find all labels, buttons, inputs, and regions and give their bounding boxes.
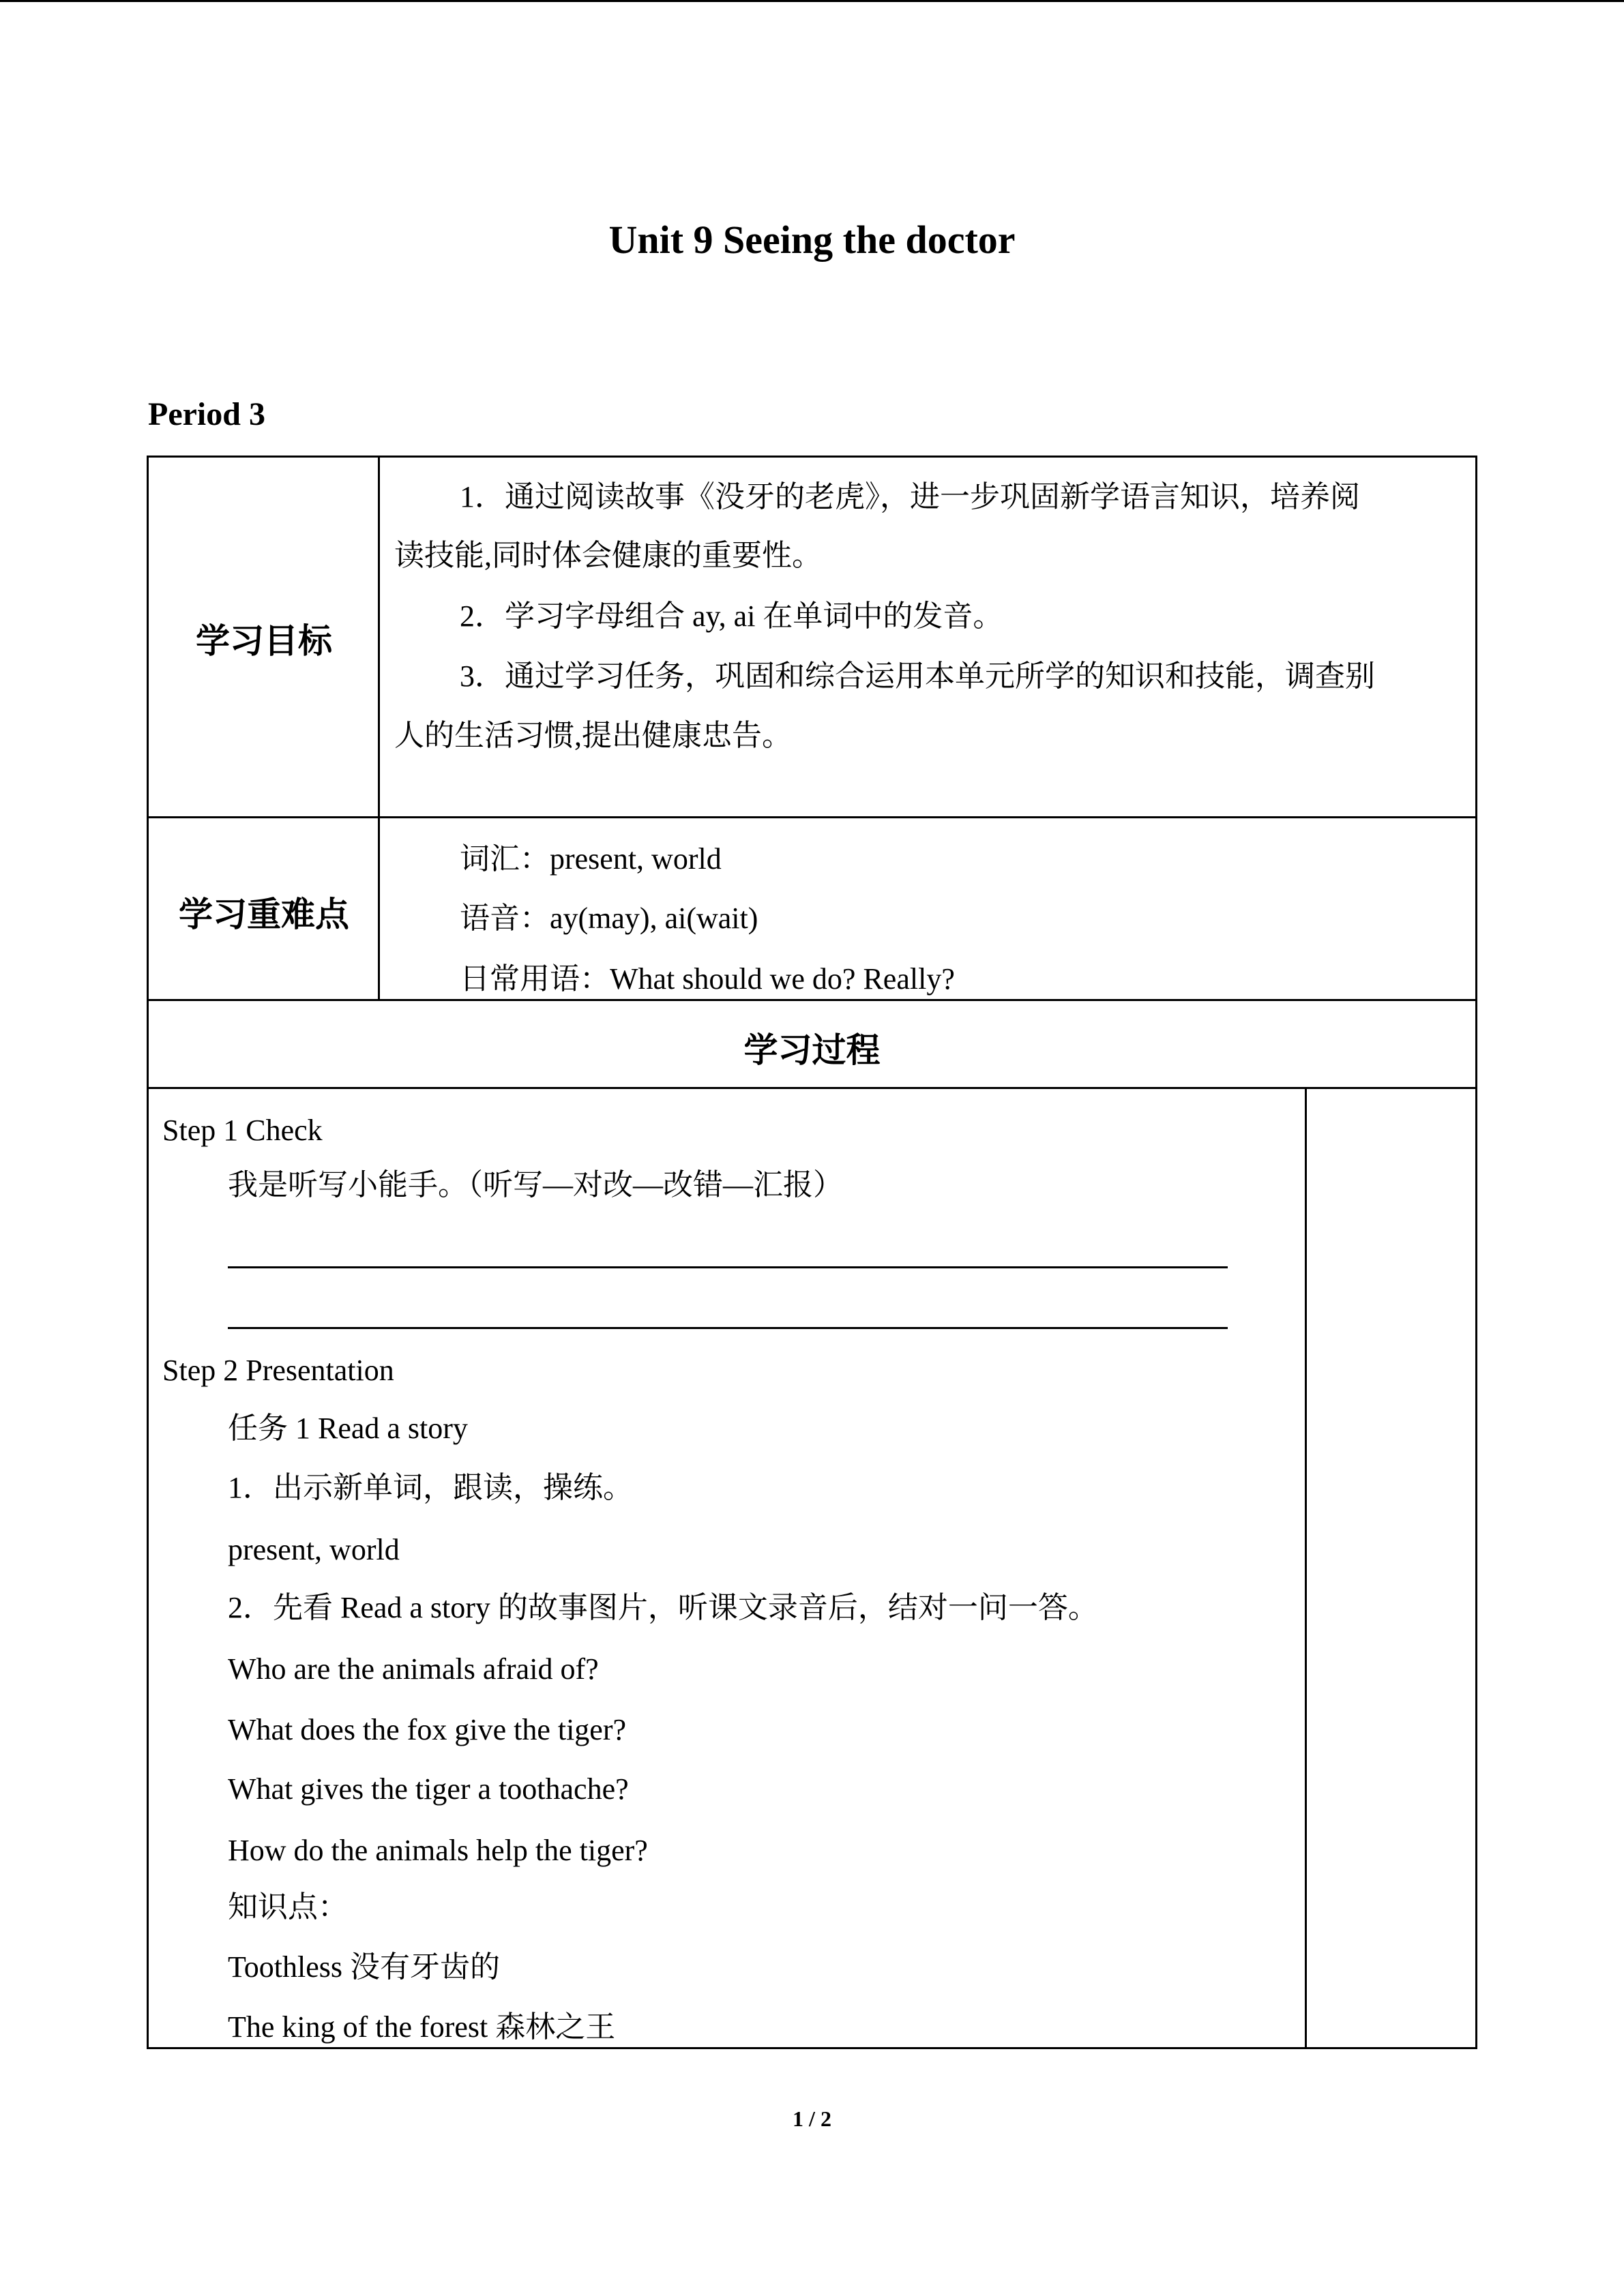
step2-line-7: What gives the tiger a toothache? [228,1772,629,1806]
step2-line-2: 1．出示新单词，跟读，操练。 [228,1471,633,1504]
objectives-label: 学习目标 [196,621,332,661]
step2-line-4: 2．先看 Read a story 的故事图片，听课文录音后，结对一问一答。 [228,1591,1098,1624]
table-notes-divider [1305,1087,1307,2049]
page-number: 1 / 2 [793,2106,831,2131]
step2-title: Step 2 Presentation [162,1354,394,1387]
key-points-line-1: 词汇：present, world [460,842,722,876]
answer-line-1 [228,1266,1228,1268]
objectives-line-4: 3．通过学习任务，巩固和综合运用本单元所学的知识和技能，调查别 [460,659,1375,693]
step2-line-10: Toothless 没有牙齿的 [228,1950,501,1984]
table-divider-process [147,1087,1477,1089]
step2-line-6: What does the fox give the tiger? [228,1713,627,1746]
step2-line-3: present, world [228,1533,400,1566]
step1-text: 我是听写小能手。（听写—对改—改错—汇报） [228,1168,843,1202]
objectives-line-3: 2．学习字母组合 ay, ai 在单词中的发音。 [460,599,1003,633]
table-border-left [147,456,149,2049]
answer-line-2 [228,1327,1228,1329]
objectives-line-5: 人的生活习惯,提出健康忠告。 [394,719,792,752]
table-divider-objectives [147,816,1477,818]
step2-line-5: Who are the animals afraid of? [228,1652,599,1686]
step2-line-8: How do the animals help the tiger? [228,1834,648,1867]
key-points-line-3: 日常用语：What should we do? Really? [460,962,955,996]
table-border-top [147,456,1477,458]
step1-title: Step 1 Check [162,1114,323,1147]
key-points-label: 学习重难点 [179,895,349,934]
step2-line-9: 知识点： [228,1890,348,1924]
table-border-right [1475,456,1477,2049]
step2-line-11: The king of the forest 森林之王 [228,2010,616,2044]
period-heading: Period 3 [148,396,265,432]
objectives-line-1: 1．通过阅读故事《没牙的老虎》，进一步巩固新学语言知识，培养阅 [460,480,1360,513]
table-label-divider [378,456,380,1001]
page-title: Unit 9 Seeing the doctor [608,218,1016,262]
objectives-line-2: 读技能,同时体会健康的重要性。 [394,539,822,572]
page-top-rule [0,0,1624,2]
key-points-line-2: 语音：ay(may), ai(wait) [460,901,758,935]
process-heading: 学习过程 [743,1030,881,1070]
step2-line-1: 任务 1 Read a story [228,1412,468,1445]
